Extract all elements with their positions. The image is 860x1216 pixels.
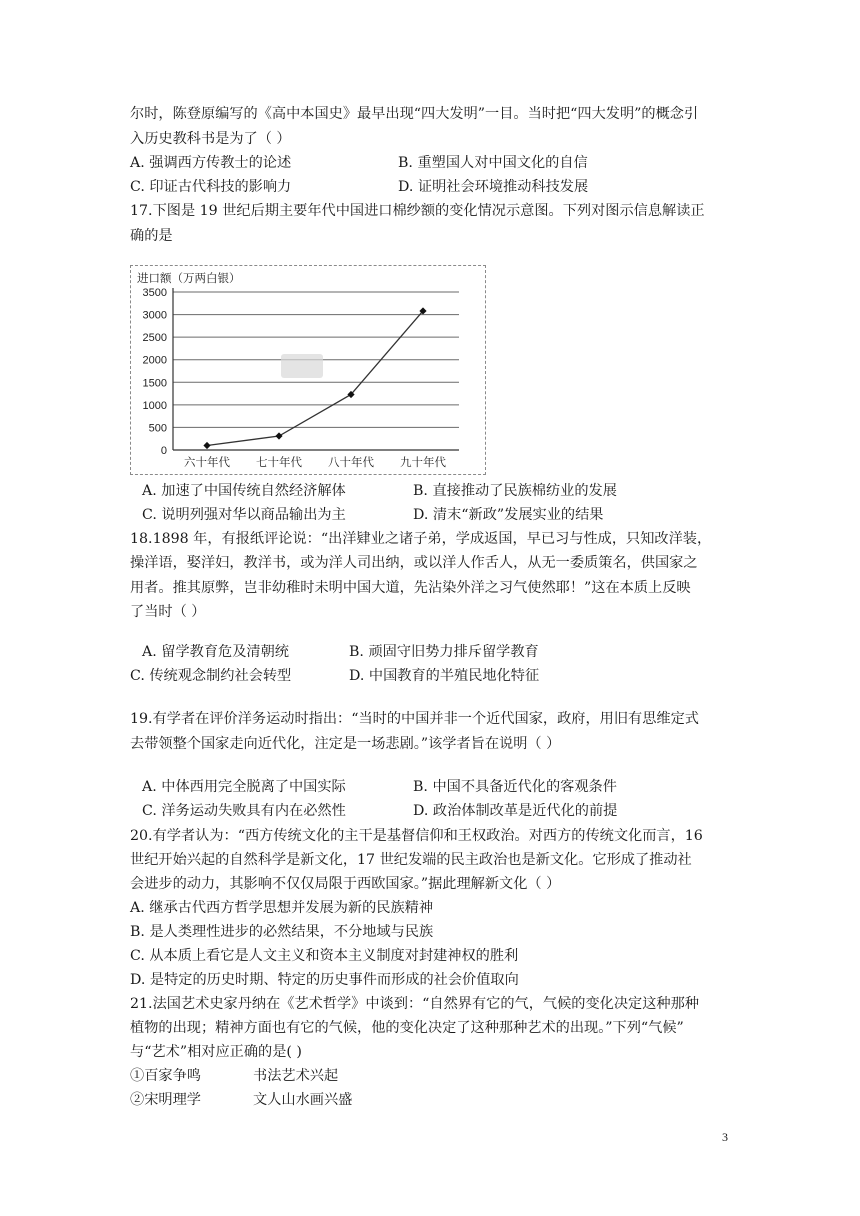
- y-axis-label: 进口额（万两白银）: [137, 271, 241, 285]
- y-tick-label: 0: [160, 445, 167, 457]
- q16-option-c: C. 印证古代科技的影响力: [130, 179, 292, 195]
- q17-option-a: A. 加速了中国传统自然经济解体: [142, 483, 346, 499]
- y-tick-label: 1000: [142, 399, 167, 412]
- q19-stem-line2: 去带领整个国家走向近代化，注定是一场悲剧。”该学者旨在说明（ ）: [130, 736, 561, 752]
- q17-stem-line1: 17.下图是 19 世纪后期主要年代中国进口棉纱额的变化情况示意图。下列对图示信息解读正: [130, 203, 705, 219]
- q19-option-c: C. 洋务运动失败具有内在必然性: [142, 803, 346, 819]
- q19-option-a: A. 中体西用完全脱离了中国实际: [142, 779, 346, 795]
- x-tick-label: 九十年代: [400, 455, 446, 469]
- q16-stem-line2: 入历史教科书是为了（ ）: [130, 131, 291, 147]
- q18-stem-line1: 18.1898 年，有报纸评论说：“出洋肄业之诸子弟，学成返国，早已习与性成，只知改洋装，: [130, 531, 712, 547]
- q17-option-d: D. 清末“新政”发展实业的结果: [413, 507, 604, 523]
- q18-option-b: B. 顽固守旧势力排斥留学教育: [349, 644, 539, 660]
- y-tick-label: 1500: [142, 377, 167, 390]
- q18-stem-line3: 用者。推其原弊，岂非幼稚时未明中国大道，先沾染外洋之习气使然耶！”这在本质上反映: [130, 580, 691, 596]
- y-tick-label: 500: [148, 422, 167, 435]
- q20-option-b: B. 是人类理性进步的必然结果，不分地域与民族: [130, 924, 434, 940]
- q16-option-d: D. 证明社会环境推动科技发展: [398, 179, 589, 195]
- series-line: [207, 311, 423, 446]
- blurred-watermark: [281, 354, 323, 378]
- data-point: [275, 432, 282, 439]
- q20-option-a: A. 继承古代西方哲学思想并发展为新的民族精神: [130, 900, 434, 916]
- q19-stem-line1: 19.有学者在评价洋务运动时指出：“当时的中国并非一个近代国家，政府，用旧有思维定式: [130, 711, 699, 727]
- q20-stem-line3: 会进步的动力，其影响不仅仅局限于西欧国家。”据此理解新文化（ ）: [130, 876, 561, 892]
- y-tick-label: 2500: [142, 332, 167, 345]
- q21-item-1-pair: 书法艺术兴起: [253, 1068, 339, 1084]
- q17-option-b: B. 直接推动了民族棉纺业的发展: [413, 483, 617, 499]
- y-tick-label: 3500: [142, 287, 167, 299]
- q21-item-2-label: ②宋明理学: [130, 1092, 201, 1108]
- q21-stem-line3: 与“艺术”相对应正确的是( ): [130, 1044, 302, 1060]
- cotton-yarn-import-chart: [130, 265, 486, 475]
- q18-stem-line4: 了当时（ ）: [130, 604, 206, 620]
- q18-option-d: D. 中国教育的半殖民地化特征: [349, 668, 540, 684]
- q18-option-c: C. 传统观念制约社会转型: [130, 668, 292, 684]
- q16-option-a: A. 强调西方传教士的论述: [130, 155, 292, 171]
- q20-option-c: C. 从本质上看它是人文主义和资本主义制度对封建神权的胜利: [130, 948, 519, 964]
- chart-canvas: [131, 266, 485, 474]
- page-number: 3: [722, 1130, 728, 1144]
- q21-stem-line1: 21.法国艺术史家丹纳在《艺术哲学》中谈到：“自然界有它的气，气候的变化决定这种那种: [130, 996, 699, 1012]
- q21-item-2-pair: 文人山水画兴盛: [253, 1092, 353, 1108]
- q17-option-c: C. 说明列强对华以商品输出为主: [142, 507, 346, 523]
- q20-stem-line1: 20.有学者认为：“西方传统文化的主干是基督信仰和王权政治。对西方的传统文化而言，16: [130, 828, 703, 844]
- x-tick-label: 八十年代: [328, 455, 374, 469]
- q20-stem-line2: 世纪开始兴起的自然科学是新文化，17 世纪发端的民主政治也是新文化。它形成了推动社: [130, 852, 692, 868]
- x-tick-label: 六十年代: [184, 455, 230, 469]
- y-tick-label: 3000: [142, 309, 167, 322]
- q18-option-a: A. 留学教育危及清朝统: [142, 644, 289, 660]
- q21-item-1-label: ①百家争鸣: [130, 1068, 201, 1084]
- q19-option-b: B. 中国不具备近代化的客观条件: [413, 779, 617, 795]
- q17-stem-line2: 确的是: [130, 228, 173, 244]
- y-tick-label: 2000: [142, 354, 167, 367]
- q18-stem-line2: 操洋语，娶洋妇，教洋书，或为洋人司出纳，或以洋人作舌人，从无一委质策名，供国家之: [130, 555, 698, 571]
- q16-option-b: B. 重塑国人对中国文化的自信: [398, 155, 588, 171]
- q16-stem-line1: 尔时，陈登原编写的《高中本国史》最早出现“四大发明”一目。当时把“四大发明”的概念引: [130, 106, 699, 122]
- q19-option-d: D. 政治体制改革是近代化的前提: [413, 803, 618, 819]
- q20-option-d: D. 是特定的历史时期、特定的历史事件而形成的社会价值取向: [130, 972, 519, 988]
- x-tick-label: 七十年代: [256, 455, 302, 469]
- q21-stem-line2: 植物的出现；精神方面也有它的气候，他的变化决定了这种那种艺术的出现。”下列“气候”: [130, 1020, 684, 1036]
- data-point: [203, 442, 210, 449]
